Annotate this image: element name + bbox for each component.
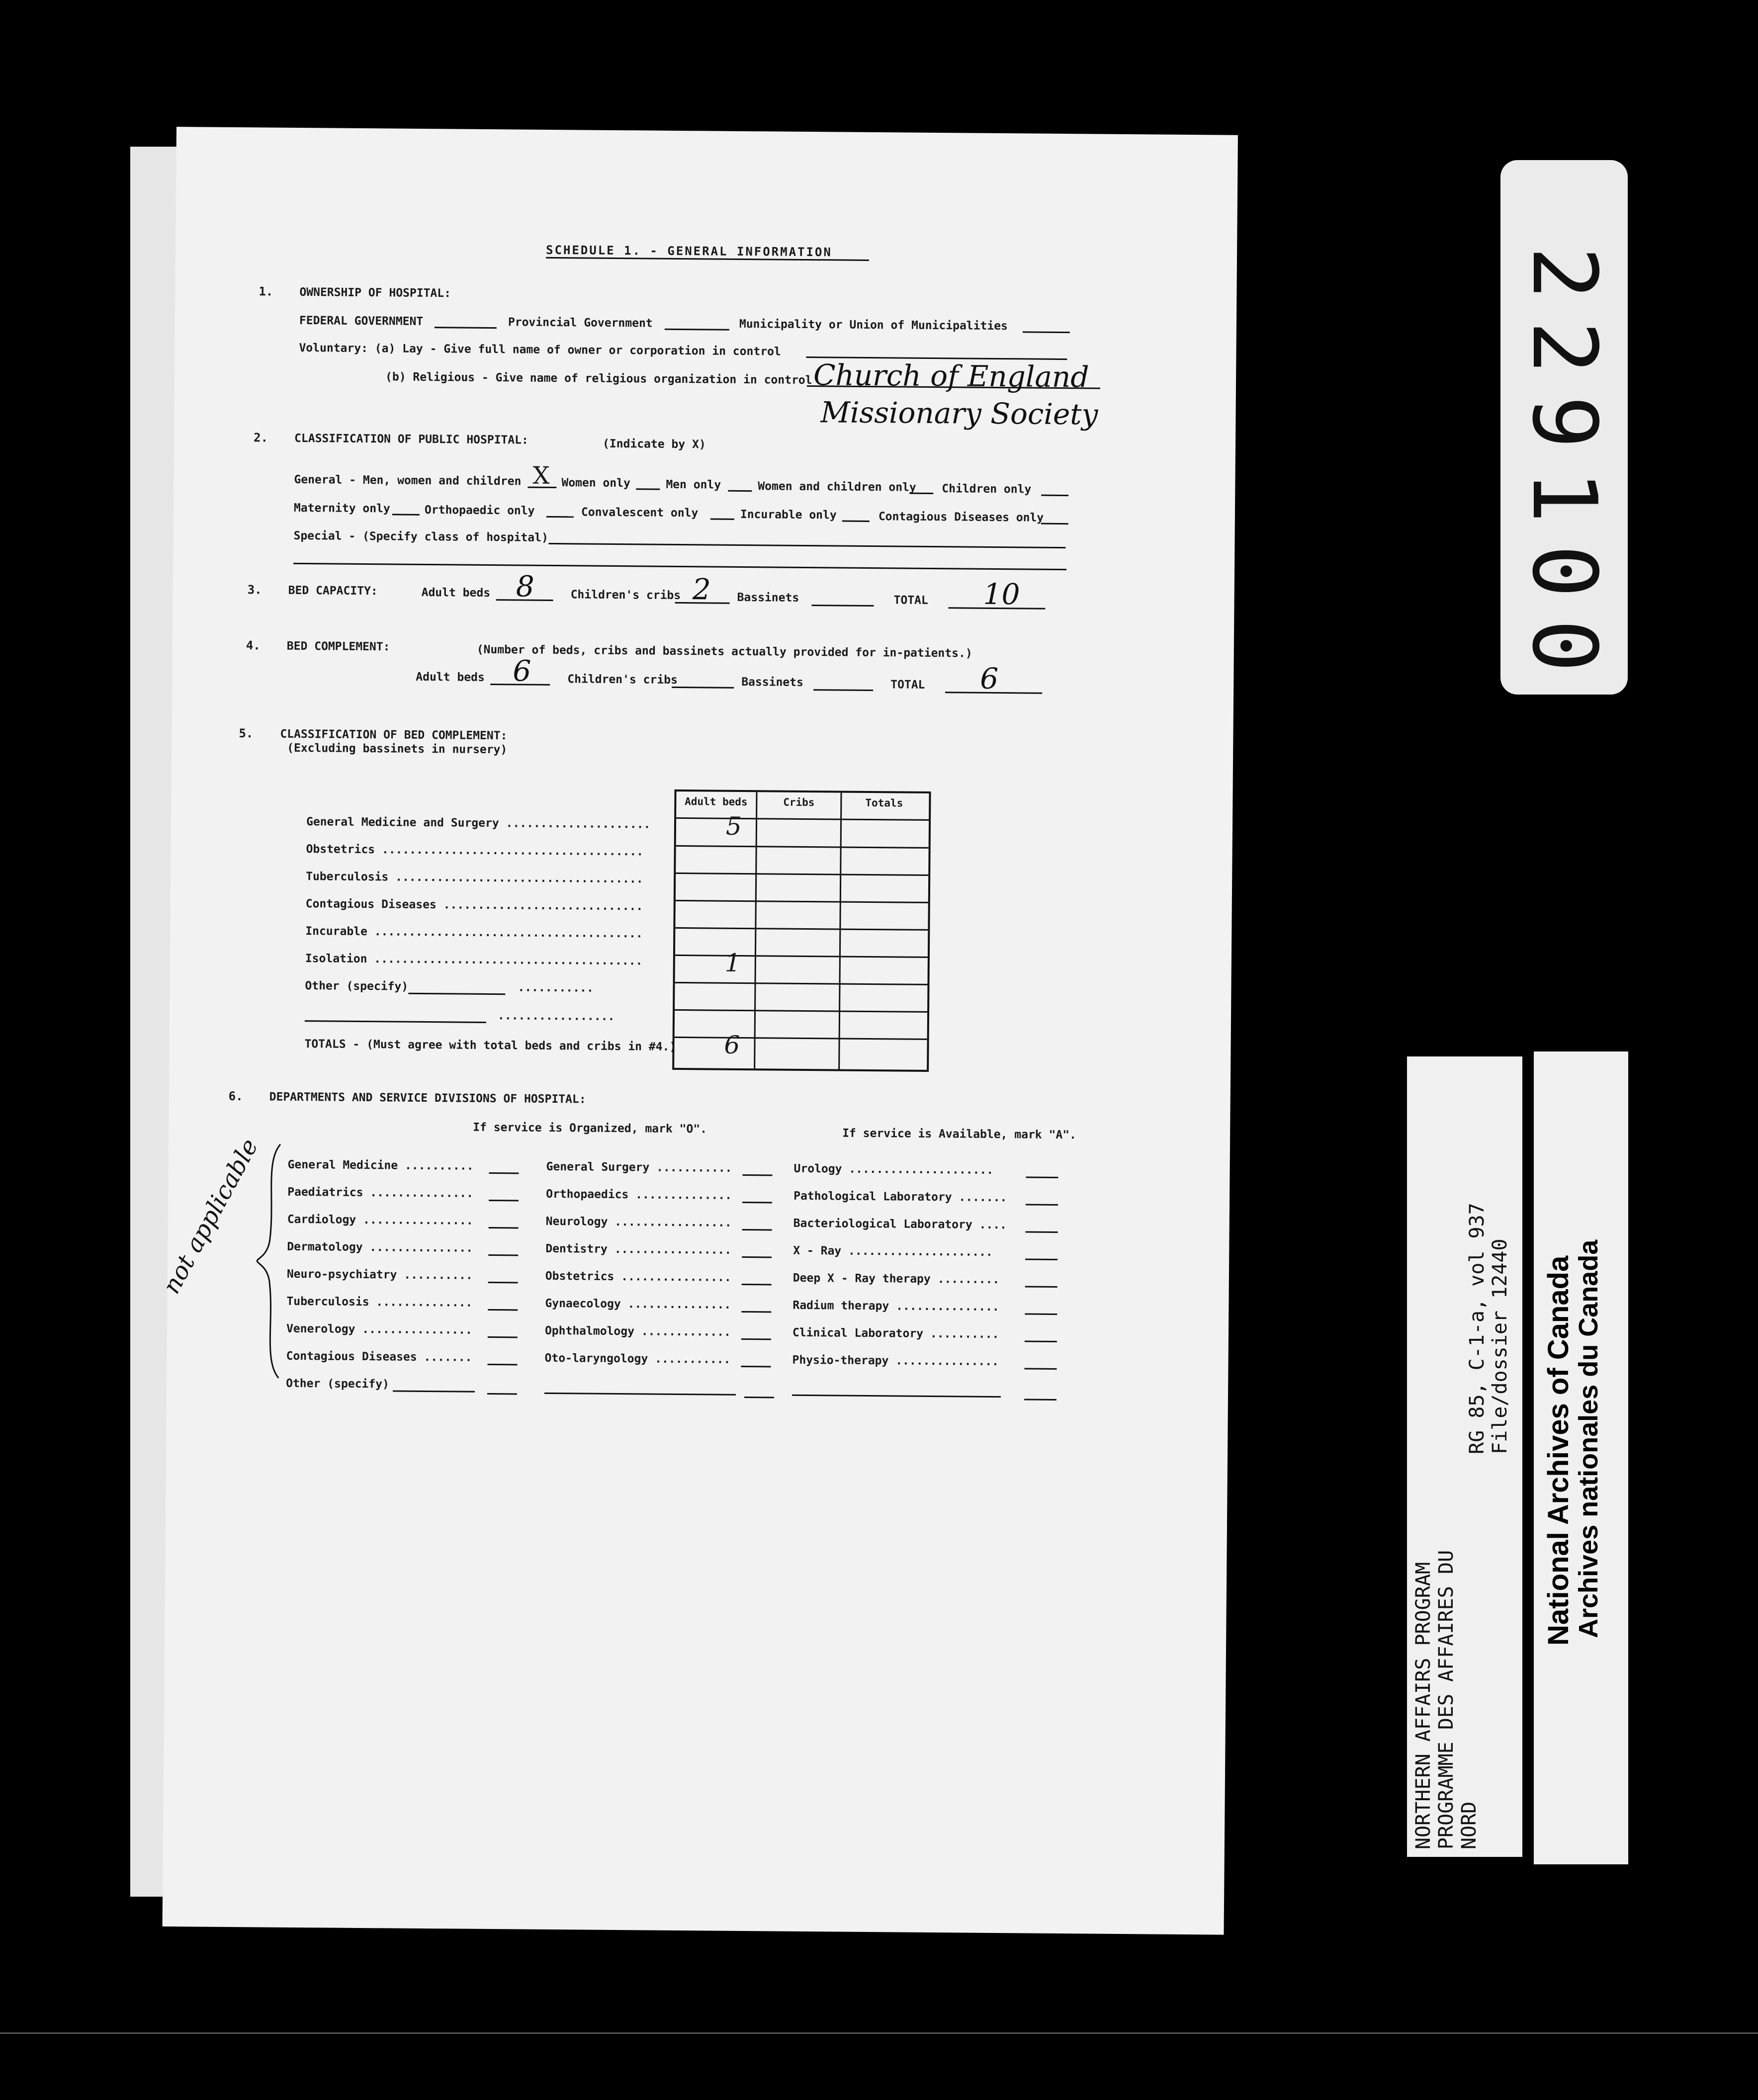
general-mark: X — [532, 461, 550, 490]
dept-col1-4: Neuro-psychiatry .......... — [286, 1267, 473, 1282]
frame-digit-3: 1 — [1513, 470, 1616, 524]
row-label-isolation: Isolation ....................................... — [305, 952, 643, 968]
dept-col2-4-line — [742, 1284, 772, 1285]
men-only-label: Men only — [666, 478, 721, 492]
reference-line2: File/dossier 12440 — [1489, 1238, 1511, 1454]
federal-label: FEDERAL GOVERNMENT — [299, 314, 424, 328]
archives-strip — [1534, 1051, 1628, 1864]
dept-col3-2-line — [1026, 1231, 1058, 1233]
dept-col3-6-line — [1025, 1340, 1057, 1342]
dept-col3-0-line — [1026, 1176, 1058, 1178]
capacity-total-label: TOTAL — [893, 594, 928, 607]
complement-cribs-line — [672, 687, 734, 689]
capacity-adult-value: 8 — [516, 569, 534, 604]
frame-digit-6: 2 — [1513, 246, 1616, 300]
section4-note: (Number of beds, cribs and bassinets actually provided for in-patients.) — [476, 643, 972, 660]
voluntary-a-label: Voluntary: (a) Lay - Give full name of owner or corporation in control — [299, 341, 781, 358]
dept-col3-6: Clinical Laboratory .......... — [792, 1326, 999, 1341]
dept-col1-8: Other (specify) — [286, 1377, 389, 1391]
dept-col2-4: Obstetrics ................ — [545, 1269, 731, 1284]
archives-name-en: National Archives of Canada — [1542, 1255, 1575, 1646]
convalescent-label: Convalescent only — [581, 506, 699, 520]
dept-col1-8-line — [487, 1393, 517, 1395]
provincial-line — [665, 329, 729, 331]
reference-line1: RG 85, C-1-a, vol 937 — [1466, 1203, 1489, 1454]
col-header-totals: Totals — [865, 796, 903, 809]
dept-col2-6-line — [741, 1338, 771, 1340]
dept-col3-7-line — [1024, 1368, 1056, 1370]
organized-note: If service is Organized, mark "O". — [473, 1121, 707, 1136]
dept-col3-blank-line — [792, 1395, 1001, 1398]
section4-heading: BED COMPLEMENT: — [286, 639, 390, 654]
dept-col2-7-line — [741, 1366, 771, 1367]
section2-heading: CLASSIFICATION OF PUBLIC HOSPITAL: — [294, 432, 528, 447]
dept-col3-4: Deep X - Ray therapy ......... — [792, 1271, 1000, 1287]
blank-row-dots: ................. — [497, 1009, 615, 1023]
orthopaedic-label: Orthopaedic only — [424, 503, 535, 518]
dept-col1-5-line — [488, 1309, 518, 1311]
section5-heading: CLASSIFICATION OF BED COMPLEMENT: — [280, 727, 508, 743]
other-dots: ........... — [518, 981, 594, 995]
frame-digit-5: 2 — [1513, 321, 1616, 374]
convalescent-line — [710, 518, 734, 520]
voluntary-b-label: (b) Religious - Give name of religious organization in control — [385, 370, 812, 387]
municipality-line — [1023, 331, 1070, 333]
col-header-adult-beds: Adult beds — [685, 795, 748, 808]
frame-digit-2: 0 — [1513, 544, 1616, 598]
row-label-contagious: Contagious Diseases ............................. — [305, 897, 643, 913]
capacity-adult-line — [496, 599, 553, 601]
reference-strip — [1407, 1056, 1522, 1857]
other-specify-line — [408, 993, 505, 995]
complement-adult-label: Adult beds — [416, 670, 485, 684]
cell-totals-adult: 6 — [724, 1030, 740, 1059]
complement-bassinets-line — [813, 689, 873, 691]
special-line-2 — [293, 563, 1066, 570]
dept-col1-5: Tuberculosis .............. — [286, 1295, 473, 1310]
margin-brace — [254, 1141, 285, 1380]
dept-col1-6: Venerology ................ — [286, 1322, 472, 1337]
bed-classification-table — [672, 789, 931, 1072]
dept-col1-7: Contagious Diseases ....... — [286, 1349, 472, 1364]
row-label-other: Other (specify) — [305, 979, 409, 993]
row-label-general: General Medicine and Surgery ..................... — [306, 815, 651, 831]
special-line — [548, 543, 1065, 548]
program-line2: PROGRAMME DES AFFAIRES DU — [1435, 1550, 1458, 1849]
dept-col1-3-line — [488, 1254, 518, 1256]
row-label-totals: TOTALS - (Must agree with total beds and cribs in #4.) — [304, 1038, 677, 1053]
section3-heading: BED CAPACITY: — [288, 584, 378, 598]
dept-col3-5: Radium therapy ............... — [792, 1299, 999, 1314]
contagious-label: Contagious Diseases only — [878, 510, 1044, 525]
dept-col2-5: Gynaecology ............... — [545, 1297, 731, 1312]
women-only-label: Women only — [561, 476, 630, 490]
dept-col3-2: Bacteriological Laboratory .... — [793, 1217, 1007, 1232]
dept-col1-4-line — [488, 1282, 518, 1283]
complement-adult-value: 6 — [513, 654, 531, 688]
dept-col2-6: Ophthalmology ............. — [544, 1324, 731, 1339]
row-label-obstetrics: Obstetrics ...................................... — [306, 843, 644, 859]
document-page — [157, 127, 1238, 1935]
complement-bassinets-label: Bassinets — [741, 675, 803, 689]
section5-number: 5. — [239, 726, 254, 741]
capacity-cribs-label: Children's cribs — [570, 588, 681, 602]
section4-number: 4. — [246, 638, 261, 653]
capacity-adult-label: Adult beds — [421, 586, 491, 600]
dept-col2-blank-mark — [744, 1397, 774, 1398]
capacity-cribs-line — [675, 602, 729, 604]
dept-col2-blank-line — [544, 1393, 736, 1396]
dept-col3-3: X - Ray ..................... — [793, 1244, 993, 1259]
religious-org-handwriting-2: Missionary Society — [820, 395, 1098, 432]
dept-col3-5-line — [1025, 1313, 1057, 1315]
special-label: Special - (Specify class of hospital) — [293, 529, 548, 544]
dept-col2-1: Orthopaedics .............. — [546, 1187, 732, 1202]
religious-org-handwriting-1: Church of England — [813, 358, 1089, 394]
general-line — [527, 487, 556, 488]
dept-col1-8-spec-line — [393, 1390, 475, 1392]
col-header-cribs: Cribs — [783, 796, 815, 809]
dept-col2-0-line — [742, 1174, 772, 1176]
section1-heading: OWNERSHIP OF HOSPITAL: — [299, 285, 451, 300]
capacity-total-value: 10 — [983, 577, 1020, 612]
women-only-line — [636, 488, 660, 490]
dept-col1-2: Cardiology ................ — [287, 1213, 473, 1227]
capacity-bassinets-line — [811, 605, 874, 607]
not-applicable-note: not applicable — [157, 1134, 264, 1299]
provincial-label: Provincial Government — [508, 316, 653, 330]
dept-col2-2: Neurology ................. — [545, 1215, 732, 1229]
complement-total-label: TOTAL — [890, 678, 925, 692]
dept-col3-blank-mark — [1024, 1399, 1056, 1400]
dept-col2-1-line — [742, 1202, 772, 1203]
dept-col3-1-line — [1026, 1204, 1058, 1206]
frame-digit-1: 0 — [1513, 619, 1616, 673]
cell-general-adult: 5 — [725, 811, 742, 841]
program-line3: NORD — [1458, 1801, 1481, 1849]
frame-edge-line — [0, 2032, 1758, 2034]
dept-col1-0-line — [489, 1172, 519, 1174]
dept-col3-4-line — [1025, 1286, 1057, 1288]
schedule-title: SCHEDULE 1. - GENERAL INFORMATION — [545, 243, 832, 260]
maternity-line — [392, 514, 420, 515]
dept-col3-0: Urology ..................... — [793, 1162, 994, 1177]
dept-col3-7: Physio-therapy ............... — [792, 1353, 999, 1369]
cell-isolation-adult: 1 — [724, 948, 741, 977]
municipality-label: Municipality or Union of Municipalities — [739, 317, 1008, 333]
section6-heading: DEPARTMENTS AND SERVICE DIVISIONS OF HOSPITAL: — [269, 1090, 586, 1106]
capacity-bassinets-label: Bassinets — [737, 591, 799, 605]
section3-number: 3. — [247, 583, 262, 597]
dept-col2-3-line — [742, 1256, 772, 1258]
complement-adult-line — [490, 684, 550, 686]
section5-subheading: (Excluding bassinets in nursery) — [287, 741, 508, 757]
dept-col1-1-line — [489, 1200, 519, 1201]
available-note: If service is Available, mark "A". — [842, 1127, 1077, 1142]
dept-col2-7: Oto-laryngology ........... — [544, 1351, 731, 1366]
dept-col2-2-line — [742, 1229, 772, 1230]
blank-row-line — [305, 1020, 486, 1023]
dept-col1-2-line — [489, 1227, 519, 1228]
program-line1: NORTHERN AFFAIRS PROGRAM — [1412, 1562, 1435, 1849]
row-label-incurable: Incurable ....................................... — [305, 925, 643, 941]
general-label: General - Men, women and children — [294, 473, 522, 488]
dept-col1-0: General Medicine .......... — [287, 1158, 474, 1173]
dept-col1-3: Dermatology ............... — [287, 1240, 473, 1255]
dept-col2-5-line — [741, 1311, 771, 1312]
section2-number: 2. — [253, 431, 268, 445]
dept-col2-3: Dentistry ................. — [545, 1242, 732, 1257]
children-only-line — [1041, 495, 1068, 496]
incurable-label: Incurable only — [740, 508, 837, 522]
incurable-line — [842, 521, 870, 522]
dept-col3-1: Pathological Laboratory ....... — [793, 1189, 1007, 1205]
dept-col2-0: General Surgery ........... — [546, 1160, 732, 1175]
complement-total-value: 6 — [980, 661, 999, 696]
section2-instruction: (Indicate by X) — [602, 437, 706, 451]
children-only-label: Children only — [942, 482, 1032, 496]
frame-digit-4: 9 — [1513, 395, 1616, 449]
section1-number: 1. — [259, 284, 273, 299]
women-children-label: Women and children only — [758, 480, 916, 494]
complement-cribs-label: Children's cribs — [567, 673, 678, 687]
row-label-tuberculosis: Tuberculosis .................................... — [306, 870, 643, 886]
dept-col3-3-line — [1025, 1258, 1057, 1260]
dept-col1-1: Paediatrics ............... — [287, 1185, 474, 1200]
dept-col1-6-line — [488, 1336, 518, 1338]
frame-number-sticker — [1500, 160, 1628, 695]
maternity-label: Maternity only — [293, 501, 390, 516]
men-only-line — [728, 490, 752, 492]
dept-col1-7-line — [487, 1364, 517, 1365]
women-children-line — [909, 493, 933, 494]
archives-name-fr: Archives nationales du Canada — [1574, 1239, 1603, 1638]
contagious-line — [1041, 523, 1068, 525]
orthopaedic-line — [546, 516, 574, 518]
federal-line — [435, 327, 497, 329]
capacity-cribs-value: 2 — [692, 572, 711, 607]
section6-number: 6. — [228, 1089, 243, 1104]
